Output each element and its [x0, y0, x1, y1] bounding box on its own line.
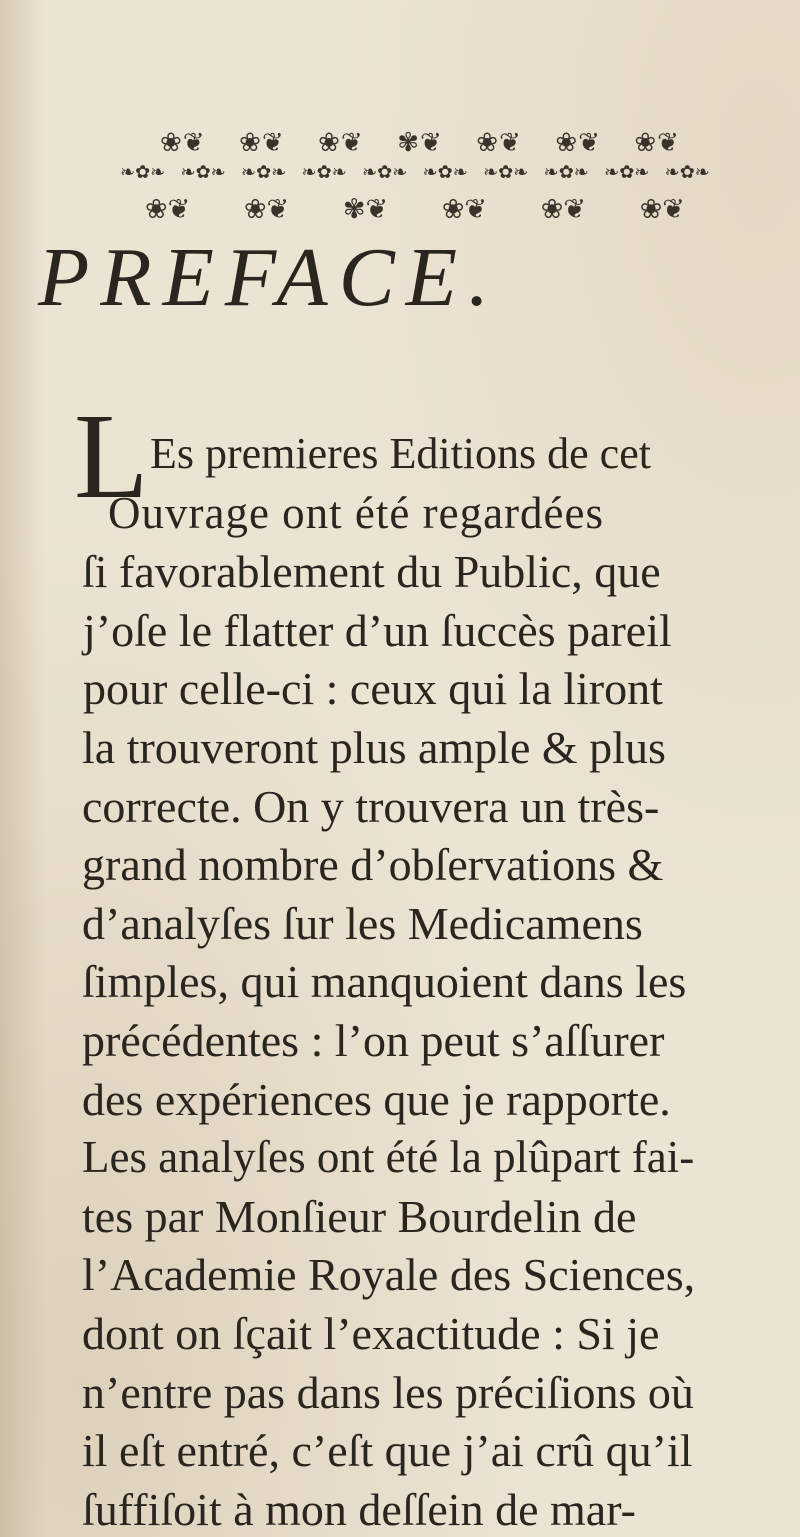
fleuron-ornament: ❀❦ [160, 128, 206, 158]
text-line: Ouvrage ont été regardées [108, 488, 605, 538]
text-line: n’entre pas dans les préciſions où [82, 1367, 694, 1418]
fleuron-row-top [160, 128, 680, 158]
text-line: ſimples, qui manquoient dans les [82, 956, 687, 1007]
fleuron-ornament: ❧✿❧ [422, 162, 468, 183]
text-line: précédentes : l’on peut s’aſſurer [82, 1015, 665, 1066]
fleuron-ornament: ❧✿❧ [483, 162, 529, 183]
text-line: Les analyſes ont été la plûpart fai- [82, 1132, 695, 1182]
text-line: grand nombre d’obſervations & [82, 839, 664, 890]
text-line: pour celle-ci : ceux qui la liront [83, 663, 663, 714]
fleuron-ornament: ❀❦ [441, 194, 488, 225]
fleuron-ornament: ✾❦ [397, 128, 443, 158]
text-line: dont on ſçait l’exactitude : Si je [82, 1308, 660, 1359]
text-line: Es premieres Editions de cet [150, 429, 651, 478]
text-line: la trouveront plus ample & plus [82, 722, 666, 773]
text-line: des expériences que je rapporte. [82, 1074, 671, 1125]
fleuron-ornament: ❀❦ [318, 128, 364, 158]
ornamental-header-band [120, 128, 710, 248]
text-line: correcte. On y trouvera un très- [82, 781, 660, 832]
text-line: il eſt entré, c’eſt que j’ai crû qu’il [82, 1425, 693, 1476]
fleuron-ornament: ❀❦ [145, 194, 191, 225]
fleuron-ornament: ❧✿❧ [180, 162, 226, 183]
page-title: PREFACE. [38, 231, 501, 324]
text-line: tes par Monſieur Bourdelin de [82, 1191, 637, 1242]
fleuron-ornament: ❧✿❧ [664, 162, 710, 183]
fleuron-ornament: ❧✿❧ [362, 162, 408, 183]
fleuron-ornament: ❀❦ [639, 194, 685, 225]
fleuron-row-middle [120, 162, 710, 183]
fleuron-ornament: ❧✿❧ [241, 162, 287, 183]
text-line: d’analyſes ſur les Medicamens [82, 898, 643, 949]
fleuron-ornament: ❧✿❧ [543, 162, 589, 183]
text-line: l’Academie Royale des Sciences, [82, 1249, 696, 1300]
fleuron-ornament: ❀❦ [555, 128, 601, 158]
fleuron-row-bottom [145, 194, 685, 225]
fleuron-ornament: ❀❦ [540, 194, 586, 225]
fleuron-ornament: ✾❦ [342, 194, 389, 225]
text-line: ſi favorablement du Public, que [82, 546, 661, 597]
fleuron-ornament: ❧✿❧ [120, 162, 166, 183]
fleuron-ornament: ❀❦ [634, 128, 680, 158]
fleuron-ornament: ❀❦ [243, 194, 290, 225]
text-line: j’oſe le flatter d’un ſuccès pareil [83, 605, 672, 656]
fleuron-ornament: ❀❦ [476, 128, 522, 158]
fleuron-ornament: ❧✿❧ [301, 162, 347, 183]
fleuron-ornament: ❀❦ [239, 128, 285, 158]
drop-capital: L [74, 389, 149, 524]
fleuron-ornament: ❧✿❧ [604, 162, 650, 183]
text-line: ſuffiſoit à mon deſſein de mar- [82, 1484, 636, 1535]
